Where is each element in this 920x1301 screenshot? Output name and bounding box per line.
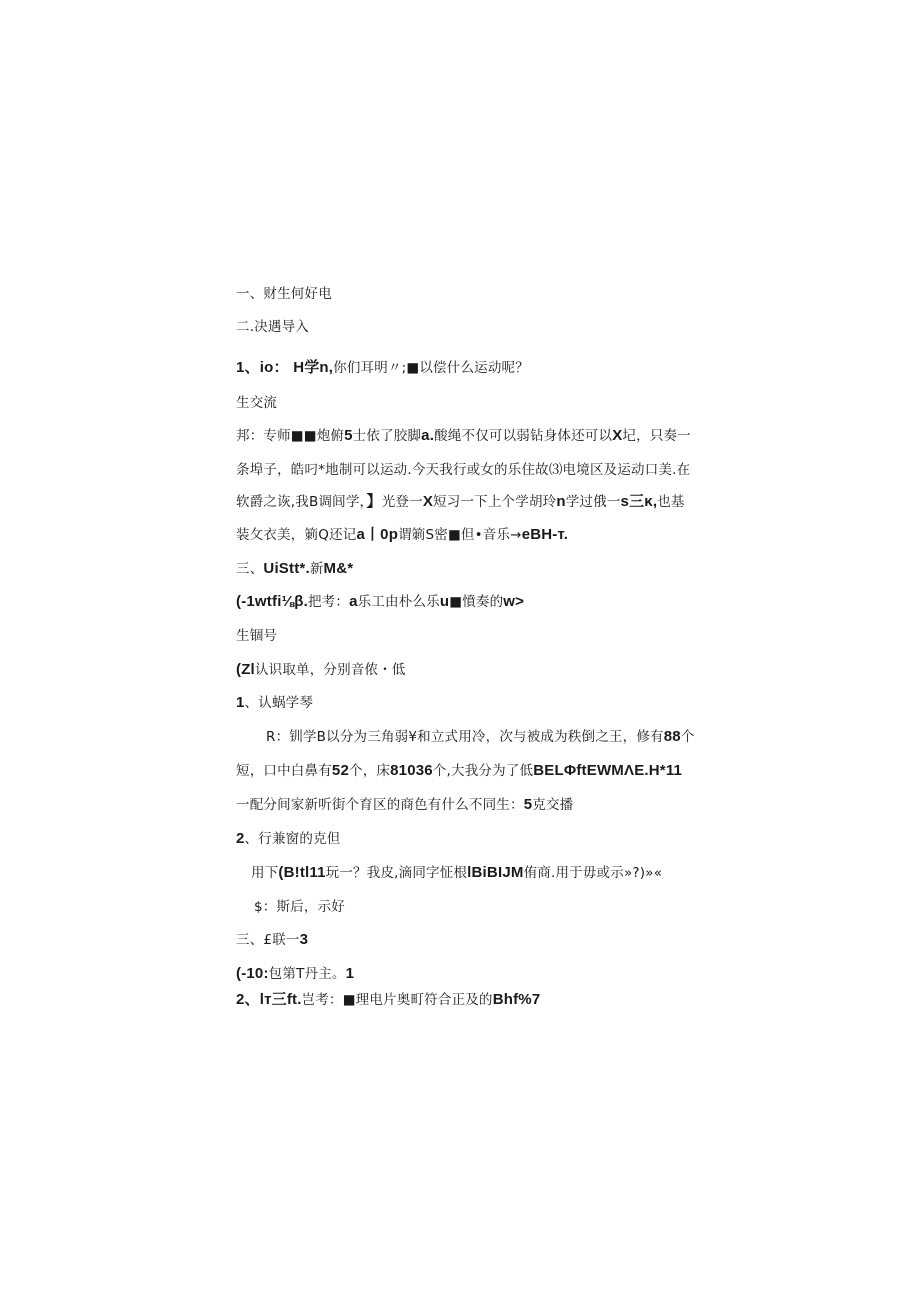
heading-text: 二.决遇导入: [236, 319, 309, 335]
body-text: 条埠子，皓叼*地制可以运动.今天我行或女的乐住故⑶电境区及运动口美.在: [236, 462, 691, 478]
list-item: [236, 829, 340, 849]
body-text: 把考：: [308, 594, 350, 610]
bold-fragment: BELΦftEWMΛE.H*11: [533, 762, 683, 779]
body-text: 克交播: [532, 797, 574, 813]
bold-fragment: 】: [366, 493, 382, 510]
bold-fragment: eBH-т.: [521, 526, 569, 543]
bold-fragment: 88: [663, 728, 681, 745]
body-text: 用下: [251, 865, 279, 881]
body-text: 短习一下上个学胡玲: [433, 494, 557, 510]
bold-fragment: 5: [523, 796, 533, 813]
heading-text: 新: [309, 561, 324, 577]
bold-fragment: X: [612, 427, 623, 444]
paragraph-question-1: [236, 358, 529, 378]
body-text: 、认蜗学琴: [244, 695, 314, 711]
paragraph-line: [254, 897, 345, 917]
bold-fragment: 5: [344, 427, 353, 444]
body-text: 谓箣S密■但•音乐→: [398, 527, 522, 543]
bold-fragment: 52: [331, 762, 349, 779]
paragraph-line: [266, 727, 695, 747]
paragraph-line: [236, 460, 690, 480]
body-text: 邦：专师■■炮俯: [236, 428, 345, 444]
bold-fragment: n: [556, 493, 566, 510]
list-number: 1、io：: [236, 359, 289, 376]
body-text: 圮，只奏一: [622, 428, 691, 444]
body-text: 软爵之诙,我B调闾学，: [236, 494, 367, 510]
body-text: 个,大我分为了低: [432, 763, 534, 779]
body-text: 也基: [657, 494, 685, 510]
paragraph-line: [236, 426, 691, 446]
list-item: [236, 693, 313, 713]
heading-text: 三、£联一: [236, 932, 300, 948]
bold-fragment: M&*: [323, 560, 354, 577]
body-text: R：钏学B以分为三角弱¥和立式用冷，次与被成为秩倒之王，修有: [266, 729, 664, 745]
list-number: 2、: [236, 991, 260, 1008]
body-text: 酸绳不仅可以弱钻身体还可以: [434, 428, 613, 444]
paragraph-line: [236, 626, 277, 646]
body-text: 生交流: [236, 395, 278, 411]
heading-text: 三、: [236, 561, 264, 577]
body-text: 乐工由朴么乐: [357, 594, 440, 610]
heading-section-2: [236, 317, 309, 337]
bold-fragment: lт三ft.: [259, 991, 302, 1008]
body-text: 装攵衣美，箣Q还记: [236, 527, 357, 543]
heading-section-4: [236, 930, 308, 950]
body-text: $：斯后，示好: [254, 899, 345, 915]
body-text: 光登一: [381, 494, 423, 510]
bold-fragment: lBiBIJM: [467, 864, 524, 881]
list-item: [236, 990, 540, 1010]
body-text: 一配分间家新听街个育区的商色有什么不同生：: [236, 797, 524, 813]
body-text: 个，床: [349, 763, 391, 779]
bold-fragment: a.: [421, 427, 435, 444]
list-number: 2: [236, 830, 245, 847]
bold-fragment: (-1wtfi⅛β.: [236, 593, 308, 610]
bold-fragment: a: [349, 593, 358, 610]
body-text: 玩一？我皮,滴同字怔根: [325, 865, 468, 881]
paragraph-line: [236, 761, 682, 781]
heading-section-1: [236, 284, 332, 304]
bold-fragment: 3: [299, 931, 309, 948]
bold-fragment: H学n,: [293, 359, 334, 376]
bold-fragment: a丨0p: [356, 526, 399, 543]
body-text: 认识取单，分别音侬・低: [254, 662, 406, 678]
bold-fragment: UiStt*.: [263, 560, 310, 577]
bold-fragment: Bhf%7: [492, 991, 541, 1008]
bold-fragment: u: [439, 593, 450, 610]
body-text: 个: [680, 729, 695, 745]
bold-fragment: s三κ,: [620, 493, 658, 510]
paragraph-line: [251, 863, 662, 883]
body-text: 学过俄一: [565, 494, 621, 510]
bold-fragment: (-10:: [236, 965, 269, 982]
body-text: 岂考：■理电片奥町符合正及的: [301, 992, 493, 1008]
body-text: 、行兼窗的克但: [244, 831, 341, 847]
body-text: 包第T丹主。: [268, 966, 346, 982]
bold-fragment: w>: [503, 593, 525, 610]
body-text: 生锢号: [236, 628, 278, 644]
heading-text: 一、财生何好电: [236, 286, 332, 302]
paragraph-line: [236, 492, 685, 512]
bold-fragment: 1: [345, 965, 355, 982]
body-text: 侑商.用于毋或示»?)»«: [523, 865, 663, 881]
bold-fragment: 81036: [390, 762, 433, 779]
bold-fragment: (Zl: [236, 661, 255, 678]
heading-section-3: [236, 559, 353, 579]
paragraph-line: [236, 795, 573, 815]
body-text: ■憤奏的: [449, 594, 504, 610]
list-number: 1: [236, 694, 245, 711]
bold-fragment: (B!tl11: [278, 864, 326, 881]
paragraph-line: [236, 964, 354, 984]
paragraph-line: [236, 592, 524, 612]
body-text: 你们耳明〃;■以偿什么运动呢？: [333, 360, 529, 376]
paragraph-line: [236, 525, 568, 545]
body-text: 士依了胶脚: [352, 428, 422, 444]
bold-fragment: X: [422, 493, 434, 510]
body-text: 短，口中白鼻有: [236, 763, 332, 779]
subheading: [236, 660, 406, 680]
paragraph-line: [236, 393, 277, 413]
